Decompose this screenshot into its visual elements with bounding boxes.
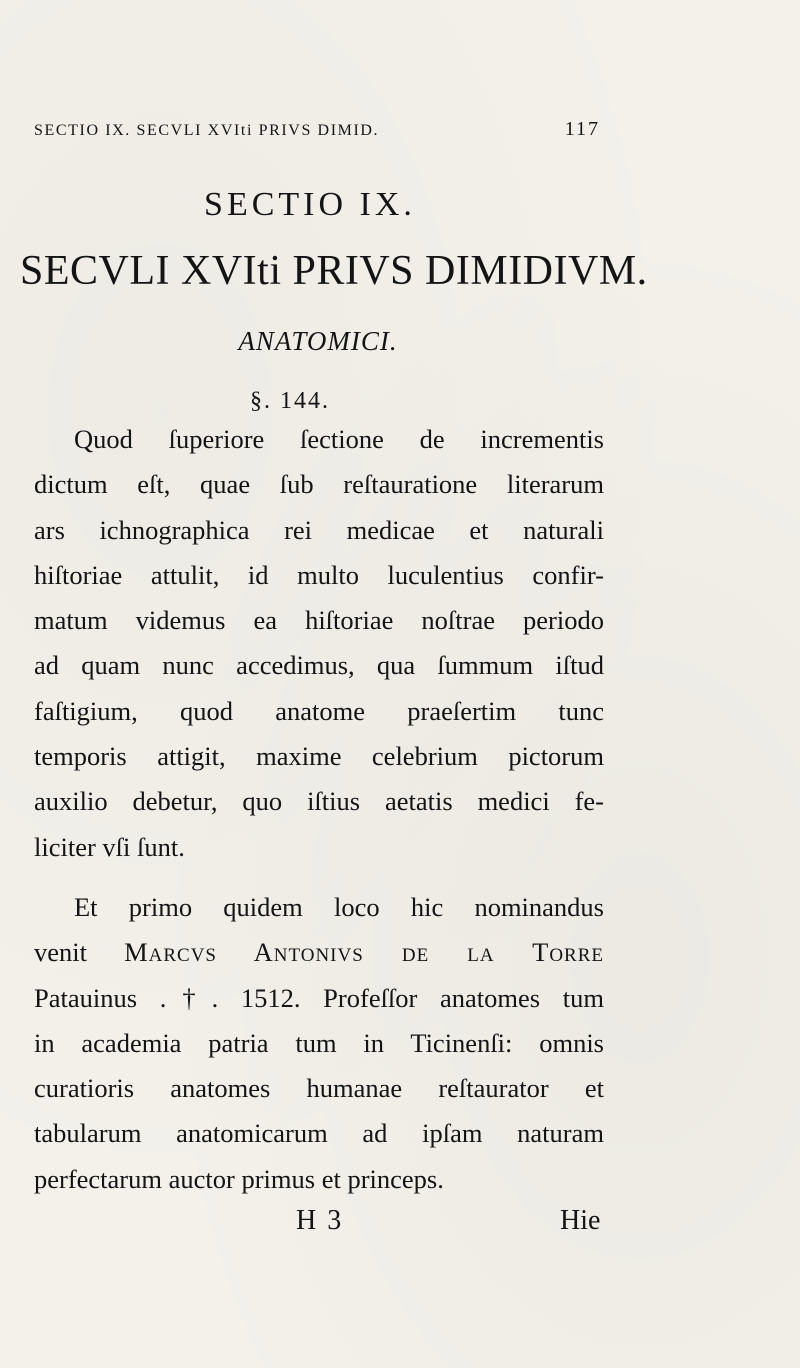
text-line: temporis attigit, maxime celebrium pictorum — [34, 741, 604, 772]
text-line: Quod ſuperiore ſectione de incrementis — [74, 424, 604, 454]
paragraph-1 — [34, 417, 604, 870]
text-line: Et primo quidem loco hic nominandus — [74, 892, 604, 922]
subheading: ANATOMICI. — [238, 326, 398, 356]
text-line: perfectarum auctor primus et princeps. — [34, 1163, 444, 1194]
text-line-with-name — [34, 930, 604, 975]
text-line: matum videmus ea hiſtoriae noſtrae periodo — [34, 605, 604, 636]
text-fragment: venit — [34, 937, 87, 968]
text-line: in academia patria tum in Ticinenſi: omnis — [34, 1027, 604, 1058]
running-head-title: SECTIO IX. SECVLI XVIti PRIVS DIMID. — [34, 122, 380, 139]
paragraph-number: §. 144. — [250, 388, 330, 414]
catchword: Hie — [560, 1205, 601, 1236]
text-line: liciter vſi ſunt. — [34, 831, 185, 862]
text-line: faſtigium, quod anatome praeſertim tunc — [34, 695, 604, 726]
paragraph-2 — [34, 885, 604, 1202]
text-line: dictum eſt, quae ſub reſtauratione literarum — [34, 469, 604, 500]
text-line: ad quam nunc accedimus, qua ſummum iſtud — [34, 650, 604, 681]
section-title: SECVLI XVIti PRIVS DIMIDIVM. — [20, 248, 648, 294]
running-head — [34, 118, 600, 141]
text-line: auxilio debetur, quo iſtius aetatis medici fe- — [34, 786, 604, 817]
signature-mark: H 3 — [296, 1205, 344, 1236]
person-name: Marcvs Antonivs de la Torre — [124, 937, 605, 968]
text-line: tabularum anatomicarum ad ipſam naturam — [34, 1118, 604, 1149]
page-number: 117 — [564, 118, 600, 140]
text-line: hiſtoriae attulit, id multo luculentius confir- — [34, 559, 604, 590]
text-line: curatioris anatomes humanae reſtaurator et — [34, 1073, 604, 1104]
text-line: Patauinus .†. 1512. Profeſſor anatomes tum — [34, 982, 604, 1013]
section-label: SECTIO IX. — [204, 186, 416, 223]
text-line: ars ichnographica rei medicae et naturali — [34, 514, 604, 545]
